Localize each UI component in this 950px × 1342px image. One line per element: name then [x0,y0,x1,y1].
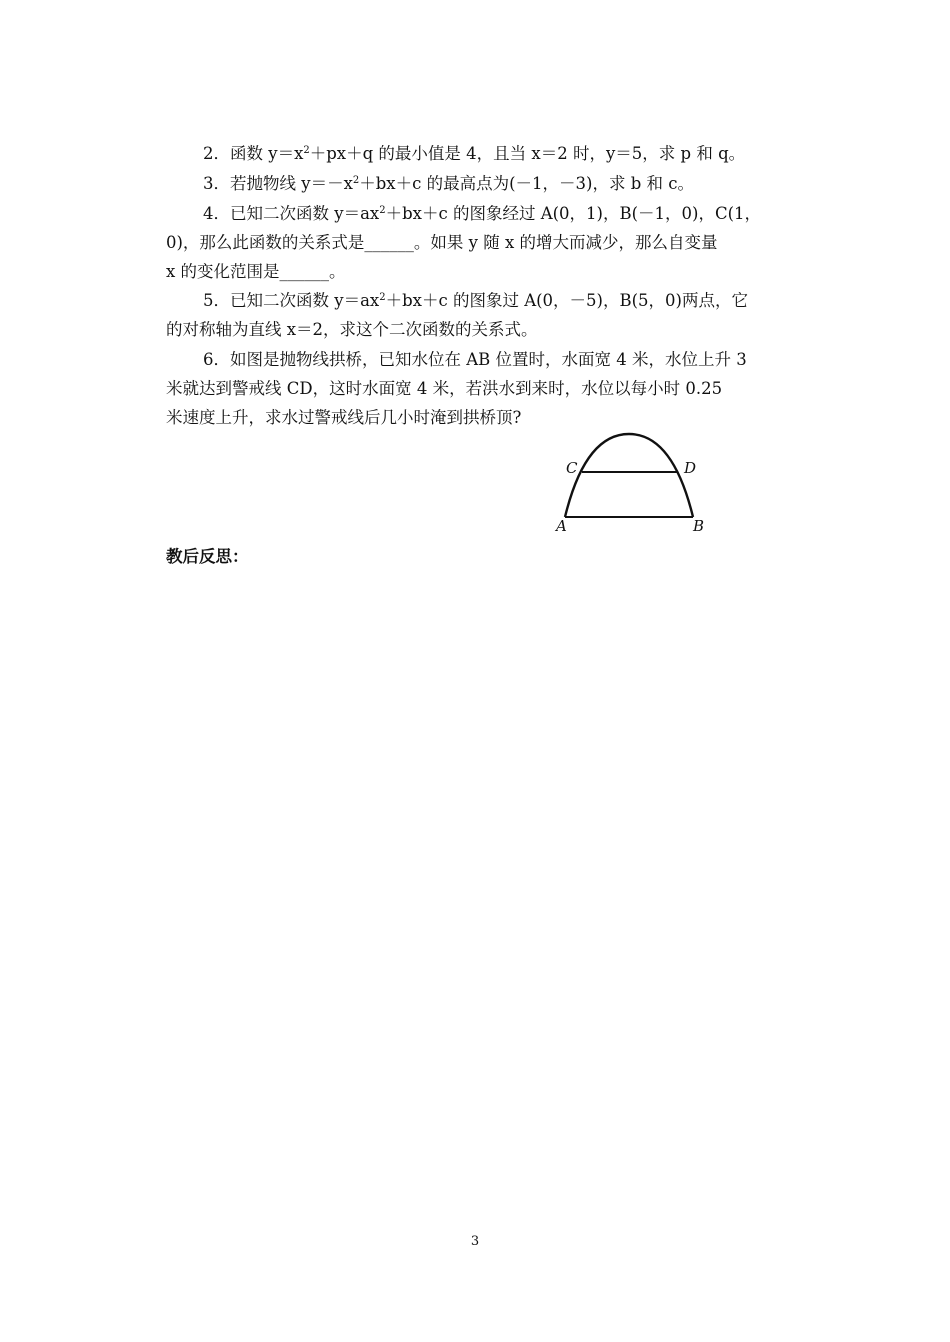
problem-5-text-b: ＋bx＋c 的图象过 A(0，－5)，B(5，0)两点，它 [385,291,748,310]
label-d: D [684,459,697,477]
problem-4-text-b: ＋bx＋c 的图象经过 A(0，1)，B(－1，0)，C(1， [385,204,762,223]
problem-4-line-2: 0)，那么此函数的关系式是______。如果 y 随 x 的增大而减少，那么自变量 [166,233,718,252]
problem-3-text-b: ＋bx＋c 的最高点为(－1，－3)，求 b 和 c。 [359,174,695,193]
problem-4-text-a: 4．已知二次函数 y＝ax [203,204,380,223]
label-c: C [566,459,578,477]
superscript: 2 [352,175,360,186]
label-b: B [693,517,705,535]
problem-6-line-2: 米就达到警戒线 CD，这时水面宽 4 米，若洪水到来时，水位以每小时 0.25 [166,379,723,398]
problem-5-line-1 [203,291,823,311]
problem-2-text-b: ＋px＋q 的最小值是 4，且当 x＝2 时，y＝5，求 p 和 q。 [309,144,746,163]
problem-3-text-a: 3．若抛物线 y＝－x [203,174,353,193]
problem-4-line-3: x 的变化范围是______。 [166,262,346,281]
problem-4-line-1 [203,204,823,224]
parabola-arch [565,434,693,517]
arch-bridge-figure [548,426,720,536]
superscript: 2 [379,292,386,303]
problem-3 [203,174,823,194]
problem-2-text-a: 2．函数 y＝x [203,144,304,163]
problem-2 [203,144,823,164]
page-number: 3 [470,1234,480,1249]
problem-6-line-1: 6．如图是抛物线拱桥，已知水位在 AB 位置时，水面宽 4 米，水位上升 3 [203,350,747,369]
label-a: A [556,517,567,535]
reflection-heading: 教后反思： [166,547,249,566]
problem-5-line-2: 的对称轴为直线 x＝2，求这个二次函数的关系式。 [166,320,538,339]
problem-5-text-a: 5．已知二次函数 y＝ax [203,291,380,310]
superscript: 2 [379,205,386,216]
problem-6-line-3: 米速度上升，求水过警戒线后几小时淹到拱桥顶? [166,408,522,427]
superscript: 2 [303,145,310,156]
